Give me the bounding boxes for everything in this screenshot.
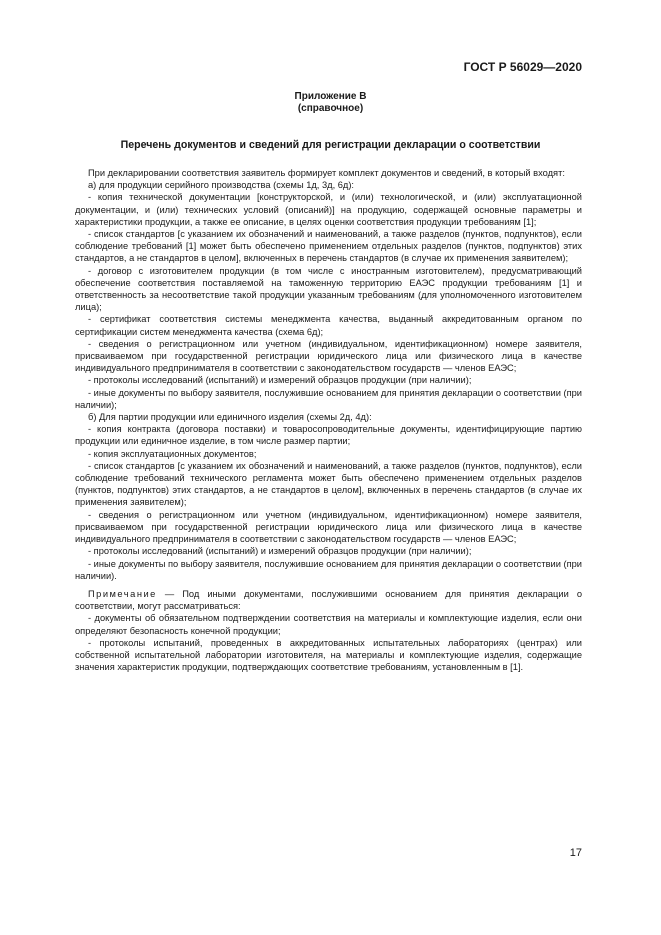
- paragraph: - копия контракта (договора поставки) и товаросопроводительные документы, идентифицирующие партию продукции или единичное изделие, в том числе размер партии;: [75, 424, 582, 447]
- paragraph: - сведения о регистрационном или учетном (индивидуальном, идентификационном) номере заявителя, присваиваемом при государственной регистрации юридического лица или физического лица в качестве индивидуального предпринимателя в соответствии с законодательством государств — членов ЕАЭС;: [75, 509, 582, 545]
- paragraph: а) для продукции серийного производства (схемы 1д, 3д, 6д):: [88, 180, 355, 191]
- note: [75, 588, 582, 612]
- paragraph: - копия технической документации [конструкторской, и (или) технологической, и (или) эксплуатационной документации, и (или) технических условий (описаний)] на продукцию, содержащей основные параметры и характеристики продукции, а также ее описание, в целях оценки соответствия продукции требованиям [1];: [75, 192, 582, 227]
- document-title: Перечень документов и сведений для регистрации декларации о соответствии: [120, 139, 541, 151]
- paragraph: - список стандартов [с указанием их обозначений и наименований, а также разделов (пунктов, подпунктов), если соблюдение требований [1] может быть обеспечено применением отдельных разделов (пунктов, подпунктов) этих стандартов, а не стандартов в целом], включенных в перечень стандартов (в случае их применения заявителем);: [75, 229, 582, 264]
- appendix-subtitle: (справочное): [297, 103, 364, 114]
- paragraph: - протоколы исследований (испытаний) и измерений образцов продукции (при наличии);: [88, 375, 472, 386]
- paragraph: - протоколы исследований (испытаний) и измерений образцов продукции (при наличии);: [88, 546, 472, 557]
- body-text: [75, 167, 582, 673]
- paragraph: - сведения о регистрационном или учетном (индивидуальном, идентификационном) номере заявителя, присваиваемом при государственной регистрации юридического лица или физического лица в качестве индивидуального предпринимателя в соответствии с законодательством государств — членов ЕАЭС;: [75, 338, 582, 374]
- paragraph: - копия эксплуатационных документов;: [88, 448, 257, 459]
- note-item: - протоколы испытаний, проведенных в аккредитованных испытательных лабораториях (центрах) или собственной испытательной лаборатории изготовителя, на материалы и комплектующие изделия, содержащие значения характеристик продукции, подтверждающих соответствие требованиям, установленным в [1].: [75, 637, 582, 673]
- paragraph: - договор с изготовителем продукции (в том числе с иностранным изготовителем), предусматривающий обеспечение соответствия поставляемой на таможенную территорию ЕАЭС продукции требованиям [1] и ответственность за несоответствие такой продукции указанным требованиям (для уполномоченного изготовителем лица);: [75, 265, 582, 313]
- page-number: 17: [569, 847, 582, 859]
- note-text: — Под иными документами, послужившими основанием для принятия декларации о соответствии, могут рассматриваться:: [75, 588, 582, 612]
- note-label: Примечание: [88, 588, 157, 599]
- paragraph: - список стандартов [с указанием их обозначений и наименований, а также разделов (пунктов, подпунктов), если соблюдение требований технического регламента может быть обеспечено применением отдельных разделов (пунктов, подпунктов) этих стандартов, а не стандартов в целом], включенных в перечень стандартов (в случае их применения заявителем);: [75, 460, 582, 508]
- paragraph: - иные документы по выбору заявителя, послужившие основанием для принятия декларации о соответствии (при наличии);: [75, 387, 582, 410]
- paragraph: б) Для партии продукции или единичного изделия (схемы 2д, 4д):: [88, 412, 372, 423]
- paragraph: - иные документы по выбору заявителя, послужившие основанием для принятия декларации о соответствии (при наличии).: [75, 558, 582, 581]
- paragraph: При декларировании соответствия заявитель формирует комплект документов и сведений, в который входят:: [88, 168, 565, 178]
- paragraph: - сертификат соответствия системы менеджмента качества, выданный аккредитованным органом по сертификации систем менеджмента качества (схема 6д);: [75, 314, 582, 337]
- appendix-title: Приложение В: [294, 91, 367, 102]
- note-item: - документы об обязательном подтверждении соответствия на материалы и комплектующие изделия, если они определяют безопасность конечной продукции;: [75, 613, 582, 636]
- standard-code: ГОСТ Р 56029—2020: [463, 60, 582, 74]
